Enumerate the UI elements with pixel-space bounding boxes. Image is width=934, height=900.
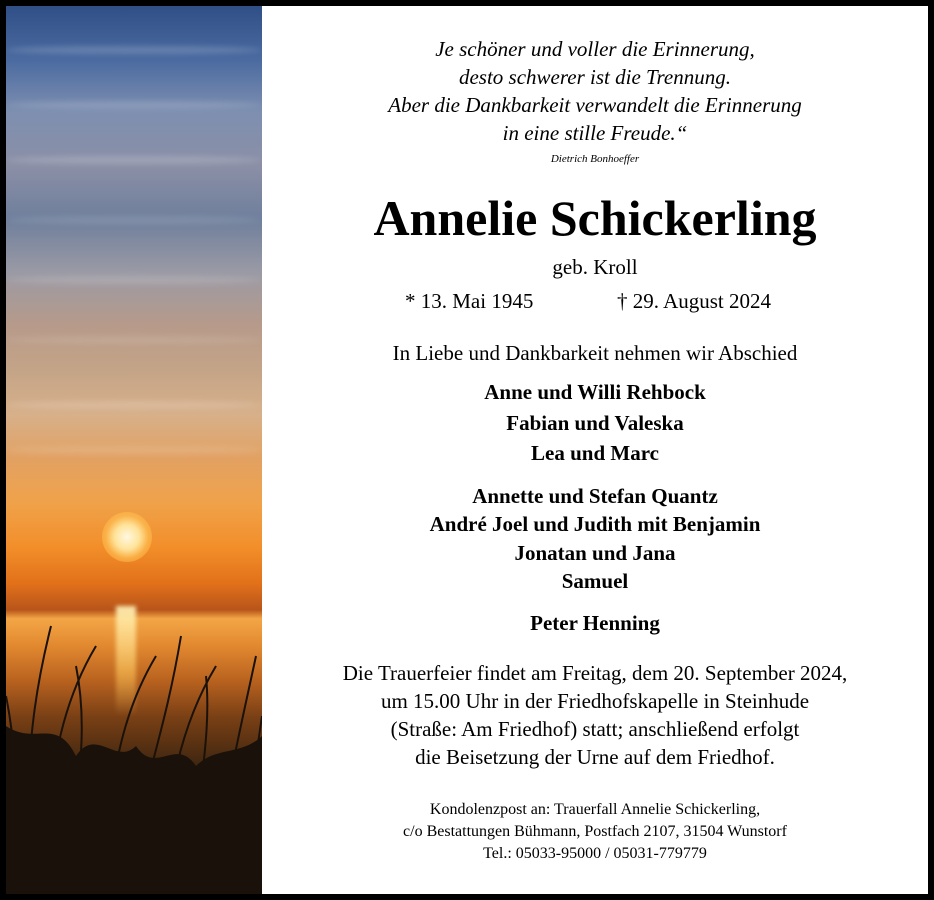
mourner-name: Lea und Marc (531, 441, 659, 465)
mourner-name: Jonatan und Jana (514, 541, 676, 565)
ceremony-line-4: die Beisetzung der Urne auf dem Friedhof. (415, 745, 775, 769)
condolence-line-2: c/o Bestattungen Bühmann, Postfach 2107, 31504 Wunstorf (403, 823, 787, 840)
sunset-photo (6, 6, 262, 894)
mourner-name: André Joel und Judith mit Benjamin (429, 512, 761, 536)
beach-grass-silhouette (6, 606, 262, 894)
mourner-name: Annette und Stefan Quantz (472, 484, 718, 508)
ceremony-line-1: Die Trauerfeier findet am Freitag, dem 20. September 2024, (342, 661, 848, 685)
quote-line-4: in eine stille Freude.“ (502, 121, 688, 145)
quote-author: Dietrich Bonhoeffer (550, 153, 640, 165)
mourner-name: Anne und Willi Rehbock (484, 380, 706, 404)
quote-line-3: Aber die Dankbarkeit verwandelt die Erinnerung (388, 93, 802, 117)
condolence-line-3: Tel.: 05033-95000 / 05031-779779 (483, 845, 707, 862)
birth-name: geb. Kroll (552, 255, 638, 279)
farewell-line: In Liebe und Dankbarkeit nehmen wir Abschied (392, 341, 798, 365)
obituary-card (6, 6, 928, 894)
condolence-line-1: Kondolenzpost an: Trauerfall Annelie Schickerling, (429, 801, 761, 818)
deceased-name: Annelie Schickerling (373, 190, 817, 246)
ceremony-line-2: um 15.00 Uhr in der Friedhofskapelle in Steinhude (380, 689, 810, 713)
birth-date: * 13. Mai 1945 (405, 289, 534, 313)
obituary-text (262, 6, 928, 894)
sun (102, 512, 152, 562)
death-date: † 29. August 2024 (617, 289, 772, 313)
quote-line-2: desto schwerer ist die Trennung. (458, 65, 731, 89)
mourner-name: Fabian und Valeska (506, 411, 684, 435)
ceremony-line-3: (Straße: Am Friedhof) statt; anschließend erfolgt (390, 717, 800, 741)
quote-line-1: Je schöner und voller die Erinnerung, (435, 37, 755, 61)
mourner-name: Samuel (561, 569, 629, 593)
life-dates (262, 289, 928, 317)
mourner-name: Peter Henning (530, 611, 660, 635)
